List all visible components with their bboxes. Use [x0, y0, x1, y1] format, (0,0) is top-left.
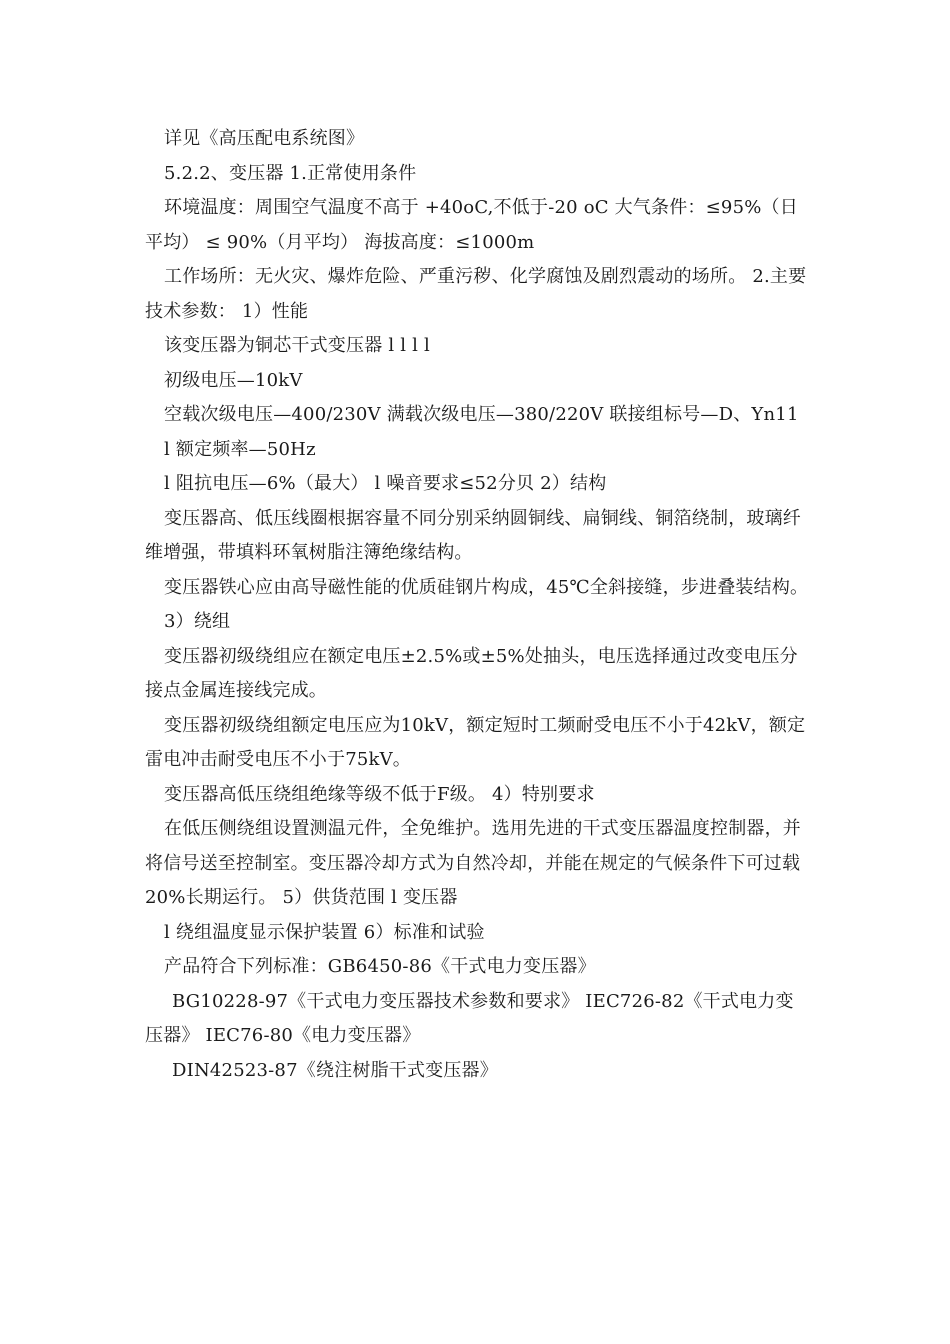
paragraph-temperature-display: l 绕组温度显示保护装置 6）标准和试验: [164, 921, 485, 943]
paragraph-special-requirements: 在低压侧绕组设置测温元件，全免维护。选用先进的干式变压器温度控制器，并将信号送至控制室。变压器冷却方式为自然冷却，并能在规定的气候条件下可过载20%长期运行。 5）供货范围 l 变压器: [145, 818, 801, 908]
section-heading-winding: 3）绕组: [164, 611, 231, 632]
paragraph-environment: 环境温度：周围空气温度不高于 +40oC,不低于-20 oC 大气条件：≤95%（日平均） ≤ 90%（月平均） 海拔高度：≤1000m: [145, 197, 798, 253]
paragraph-standards-intro: 产品符合下列标准：GB6450-86《干式电力变压器》: [164, 956, 596, 977]
paragraph-insulation-class: 变压器高低压绕组绝缘等级不低于F级。 4）特别要求: [164, 783, 595, 805]
paragraph-workplace: 工作场所：无火灾、爆炸危险、严重污秽、化学腐蚀及剧烈震动的场所。 2.主要技术参数： 1）性能: [145, 266, 807, 322]
paragraph-din-standard: DIN42523-87《绕注树脂干式变压器》: [172, 1059, 498, 1081]
paragraph-standards-list: BG10228-97《干式电力变压器技术参数和要求》 IEC726-82《干式电力变压器》 IEC76-80《电力变压器》: [145, 990, 794, 1046]
paragraph-tap: 变压器初级绕组应在额定电压±2.5%或±5%处抽头，电压选择通过改变电压分接点金属连接线完成。: [145, 645, 798, 701]
paragraph-rated-voltage: 变压器初级绕组额定电压应为10kV，额定短时工频耐受电压不小于42kV，额定雷电冲击耐受电压不小于75kV。: [145, 714, 806, 770]
paragraph-impedance: l 阻抗电压—6%（最大） l 噪音要求≤52分贝 2）结构: [164, 473, 607, 494]
paragraph-secondary-voltage: 空载次级电压—400/230V 满载次级电压—380/220V 联接组标号—D、Yn11: [164, 404, 799, 425]
paragraph-transformer-type: 该变压器为铜芯干式变压器 l l l l: [164, 335, 430, 356]
paragraph-primary-voltage: 初级电压—10kV: [164, 369, 303, 391]
paragraph-coil-structure: 变压器高、低压线圈根据容量不同分别采纳圆铜线、扁铜线、铜箔绕制，玻璃纤维增强，带填料环氧树脂注簿绝缘结构。: [145, 507, 801, 563]
section-heading-transformer: 5.2.2、变压器 1.正常使用条件: [164, 162, 417, 184]
paragraph-reference: 详见《高压配电系统图》: [164, 128, 365, 149]
document-body: [145, 122, 810, 1088]
paragraph-frequency: l 额定频率—50Hz: [164, 438, 316, 460]
paragraph-core-structure: 变压器铁心应由高导磁性能的优质硅钢片构成，45℃全斜接缝，步进叠装结构。: [164, 576, 809, 598]
